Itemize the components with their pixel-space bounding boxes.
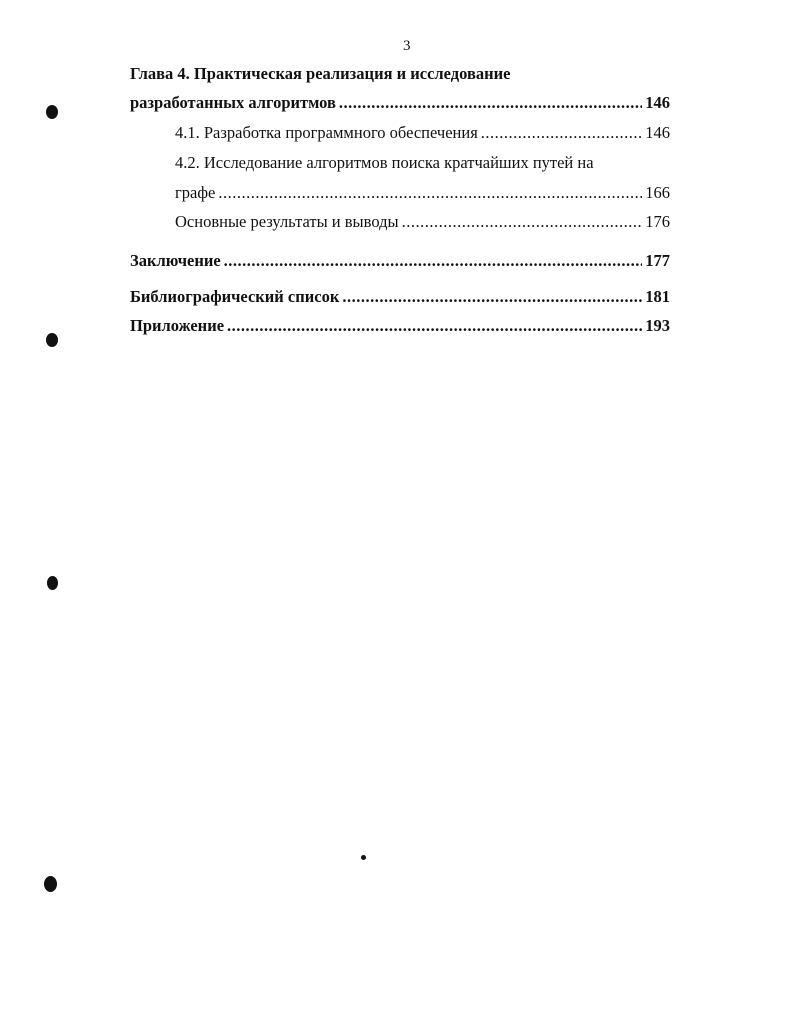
toc-page: 166 [645,183,670,202]
leader-dots [227,316,642,336]
leader-dots [224,251,643,271]
leader-dots [481,123,642,143]
toc-entry-4-2[interactable] [175,183,670,203]
toc-label: Основные результаты и выводы [175,212,399,231]
toc-chapter-4-title [130,64,670,84]
leader-dots [402,212,643,232]
leader-dots [342,287,642,307]
toc-page: 146 [645,123,670,142]
toc-page: 193 [645,316,670,335]
toc-label: графе [175,183,216,202]
toc-entry-appendix[interactable] [130,316,670,336]
toc-page: 177 [645,251,670,270]
toc-page: 181 [645,287,670,306]
scan-hole-mark [46,105,58,119]
toc-label: 4.1. Разработка программного обеспечения [175,123,478,142]
toc-page: 146 [645,93,670,112]
page-number: 3 [403,38,411,54]
toc-entry-results[interactable] [175,212,670,232]
toc-entry-4-2-title [175,153,670,173]
scan-speck [361,855,366,860]
toc-label: 4.2. Исследование алгоритмов поиска кратчайших путей на [175,153,594,172]
toc-label: Приложение [130,316,225,335]
toc-label: Заключение [130,251,221,270]
toc-label: разработанных алгоритмов [130,93,336,112]
scan-hole-mark [47,576,58,590]
leader-dots [339,93,642,113]
scan-hole-mark [46,333,58,347]
toc-label: Библиографический список [130,287,340,306]
toc-entry-bibliography[interactable] [130,287,670,307]
toc-entry-chapter-4[interactable] [130,93,670,113]
toc-entry-conclusion[interactable] [130,251,670,271]
scan-hole-mark [44,876,57,892]
leader-dots [218,183,642,203]
toc-page: 176 [645,212,670,231]
toc-entry-4-1[interactable] [175,123,670,143]
toc-label: Глава 4. Практическая реализация и исследование [130,64,511,83]
